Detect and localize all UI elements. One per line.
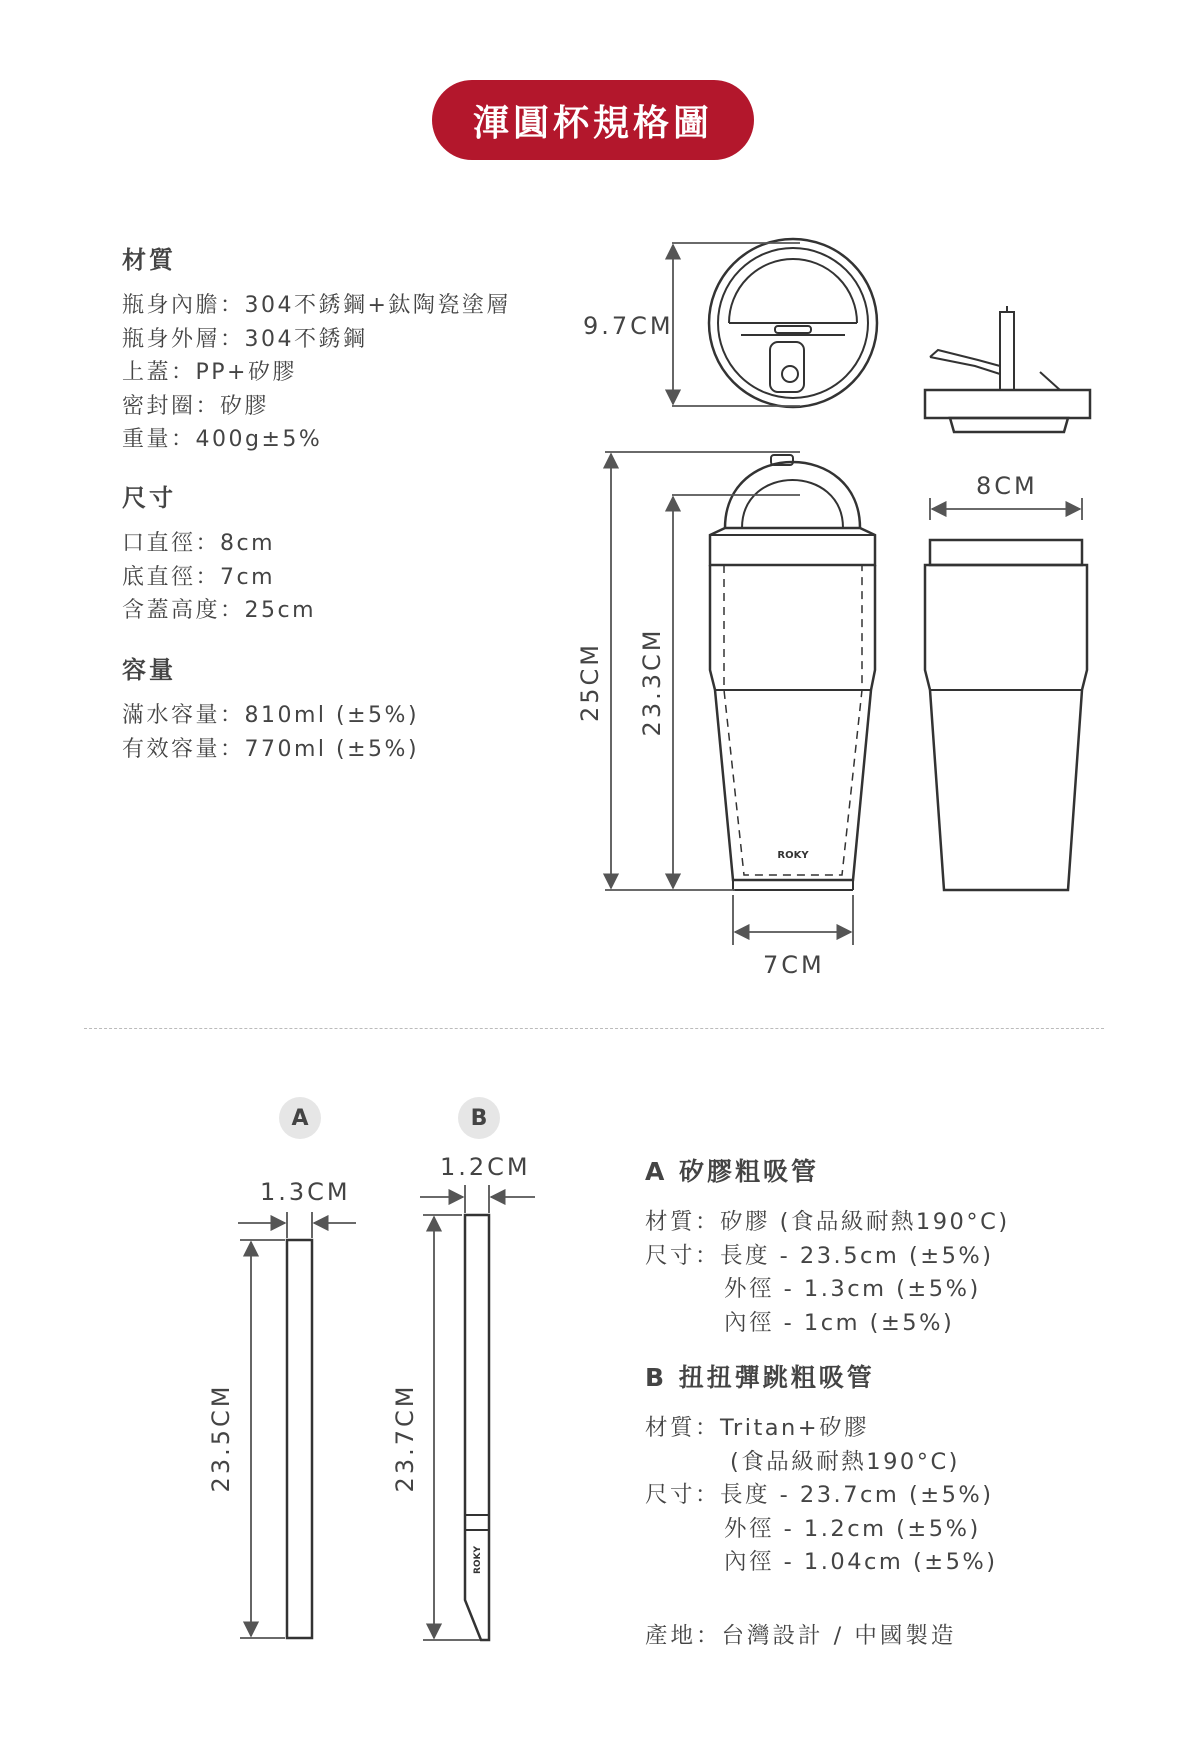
material-line: 重量：400g±5%	[122, 427, 323, 452]
straw-b-row: 內徑 - 1.04cm (±5%)	[724, 1549, 998, 1575]
straw-a-row: 內徑 - 1cm (±5%)	[724, 1309, 955, 1336]
capacity-line: 滿水容量：810ml (±5%)	[122, 703, 420, 728]
lid-top-view	[709, 239, 877, 407]
lid-height-label: 9.7CM	[583, 312, 674, 340]
straw-b-badge: B	[458, 1097, 500, 1139]
straw-b-row: 外徑 - 1.2cm (±5%)	[724, 1515, 981, 1542]
body-height-label: 23.3CM	[638, 627, 666, 737]
capacity-line: 有效容量：770ml (±5%)	[122, 736, 420, 762]
size-line: 含蓋高度：25cm	[122, 598, 317, 623]
cup-side-view	[925, 540, 1087, 890]
straw-a-badge: A	[279, 1097, 321, 1139]
straw-b-length-label: 23.7CM	[391, 1383, 419, 1493]
straw-a-row: 尺寸：長度 - 23.5cm (±5%)	[645, 1242, 994, 1269]
straw-b-row: 尺寸：長度 - 23.7cm (±5%)	[645, 1482, 994, 1508]
size-line: 口直徑：8cm	[122, 531, 276, 556]
straw-a-row: 外徑 - 1.3cm (±5%)	[724, 1276, 981, 1302]
section-divider	[84, 1028, 1104, 1029]
material-line: 密封圈：矽膠	[122, 393, 270, 419]
total-height-label: 25CM	[576, 641, 604, 722]
straw-a-width-label: 1.3CM	[260, 1178, 351, 1206]
straw-b-row: 材質：Tritan+矽膠	[645, 1415, 870, 1441]
straw-b-row: (食品級耐熱190°C)	[730, 1448, 960, 1475]
brand-logo: ROKY	[777, 850, 809, 861]
cup-front-view	[710, 455, 875, 890]
base-width-label: 7CM	[763, 951, 825, 979]
material-line: 上蓋：PP+矽膠	[122, 360, 297, 385]
straw-a-info	[645, 1152, 1010, 1340]
material-heading: 材質	[122, 246, 176, 274]
straw-a-heading: A 矽膠粗吸管	[645, 1157, 820, 1186]
straw-b-width-label: 1.2CM	[440, 1153, 531, 1181]
straw-b-info	[645, 1358, 998, 1580]
straw-a-length-label: 23.5CM	[207, 1383, 235, 1493]
straw-b-heading: B 扭扭彈跳粗吸管	[645, 1363, 875, 1392]
origin-text: 產地：台灣設計 / 中國製造	[645, 1623, 957, 1649]
straw-b-drawing	[465, 1215, 489, 1640]
brand-logo: ROKY	[473, 1545, 483, 1575]
size-heading: 尺寸	[122, 484, 176, 512]
straw-a-row: 材質：矽膠 (食品級耐熱190°C)	[645, 1209, 1010, 1235]
material-line: 瓶身外層：304不銹鋼	[122, 326, 368, 352]
mouth-width-label: 8CM	[976, 472, 1038, 500]
lid-side-view	[925, 306, 1090, 432]
capacity-heading: 容量	[122, 656, 176, 684]
straw-a-drawing	[287, 1240, 312, 1638]
material-line: 瓶身內膽：304不銹鋼+鈦陶瓷塗層	[122, 293, 511, 318]
page-title: 渾圓杯規格圖	[432, 80, 754, 160]
size-line: 底直徑：7cm	[122, 564, 276, 590]
